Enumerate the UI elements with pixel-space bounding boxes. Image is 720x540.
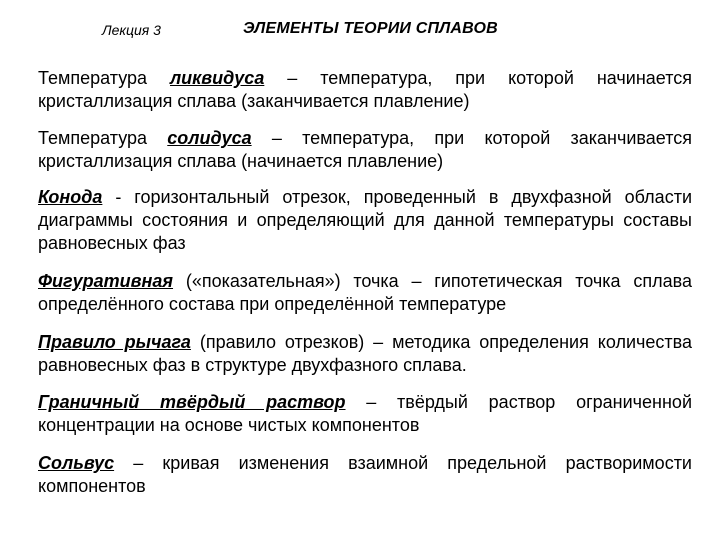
term-figurative: Фигуративная <box>38 271 174 291</box>
definition-prefix: Температура <box>38 68 170 88</box>
definition-prefix: Температура <box>38 128 168 148</box>
definition-konoda <box>38 186 692 255</box>
term-terminal-solid-solution: Граничный твёрдый раствор <box>38 392 346 412</box>
definition-text: («показательная») точка – гипотетическая точка сплава определённого состава при определённой температуре <box>38 271 692 314</box>
definition-terminal-solid-solution <box>38 391 692 437</box>
definition-solvus <box>38 452 692 498</box>
definition-solidus <box>38 127 692 173</box>
term-solvus: Сольвус <box>38 453 115 473</box>
term-konoda: Конода <box>38 187 103 207</box>
definition-text: – температура, при которой заканчивается кристаллизация сплава (начинается плавление) <box>38 128 693 171</box>
term-liquidus: ликвидуса <box>169 68 265 88</box>
term-lever-rule: Правило рычага <box>38 332 191 352</box>
definition-text: – кривая изменения взаимной предельной растворимости компонентов <box>38 453 692 496</box>
definition-text: – твёрдый раствор ограниченной концентрации на основе чистых компонентов <box>38 392 692 435</box>
page-title: ЭЛЕМЕНТЫ ТЕОРИИ СПЛАВОВ <box>243 20 498 37</box>
term-solidus: солидуса <box>167 128 252 148</box>
definition-figurative-point <box>38 270 692 316</box>
lecture-label: Лекция 3 <box>102 22 161 38</box>
definition-liquidus <box>38 67 692 113</box>
definition-text: – температура, при которой начинается кристаллизация сплава (заканчивается плавление) <box>38 68 692 111</box>
definitions-list <box>38 67 692 498</box>
definition-text: (правило отрезков) – методика определения количества равновесных фаз в структуре двухфазного сплава. <box>38 332 693 375</box>
definition-text: - горизонтальный отрезок, проведенный в двухфазной области диаграммы состояния и определяющий для данной температуры составы равновесных фаз <box>38 187 692 253</box>
definition-lever-rule <box>38 331 692 377</box>
